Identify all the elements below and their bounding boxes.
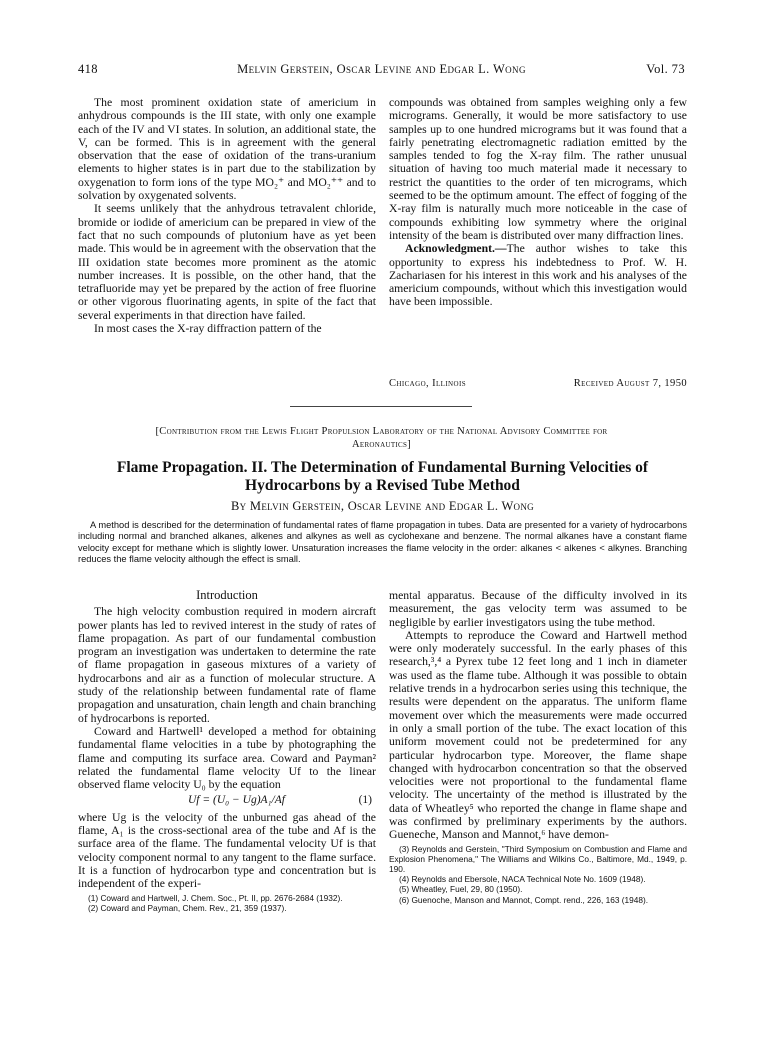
prev-article-column-right xyxy=(389,96,687,309)
abstract xyxy=(78,520,687,565)
paragraph: compounds was obtained from samples weighing only a few micrograms. Generally, it would be more satisfactory to use samples up to one hundred micrograms but it was found that a fairly penetrating electromagnetic radiation emitted by the samples tended to fog the X-ray film. The rather unusual situation of having too much material made it necessary to restrict the quantities to the order of ten micrograms, which seemed to be the optimum amount. The effect of fogging of the X-ray film is naturally much more noticeable in the case of compounds exhibiting low symmetry where the original intensity of the beam is distributed over many diffraction lines. xyxy=(389,96,687,242)
paragraph: In most cases the X-ray diffraction pattern of the xyxy=(94,322,322,336)
prev-article-column-left xyxy=(78,96,376,335)
running-head-authors: Melvin Gerstein, Oscar Levine and Edgar L. Wong xyxy=(237,62,526,76)
section-heading: Introduction xyxy=(196,588,258,602)
page-number: 418 xyxy=(78,62,98,76)
abstract-text: A method is described for the determination of fundamental rates of flame propagation in tubes. Data are presented for a variety of hydrocarbons including normal and branched alkanes, alkenes and alkynes as well as cyclohexane and benzene. The normal alkanes have a constant flame velocity except for methane which is slightly lower. Unsaturation increases the flame velocity in the order: alkanes < alkenes < alkynes. Branching reduces the flame velocity although the effect is small. xyxy=(78,520,687,564)
title-line: Hydrocarbons by a Revised Tube Method xyxy=(245,477,520,494)
footnote: (4) Reynolds and Ebersole, NACA Technical Note No. 1609 (1948). xyxy=(399,874,646,885)
byline: By Melvin Gerstein, Oscar Levine and Edgar L. Wong xyxy=(231,499,534,513)
paragraph: mental apparatus. Because of the difficulty involved in its measurement, the gas velocity term was assumed to be negligible by earlier investigators using the tube method. xyxy=(389,589,687,629)
location: Chicago, Illinois xyxy=(389,378,466,389)
footnote: (5) Wheatley, Fuel, 29, 80 (1950). xyxy=(399,884,523,895)
footnote: (6) Guenoche, Manson and Mannot, Compt. rend., 226, 163 (1948). xyxy=(399,894,649,905)
equation-number: (1) xyxy=(358,794,372,807)
title-line: Flame Propagation. II. The Determination of Fundamental Burning Velocities of xyxy=(116,459,649,476)
paragraph: The most prominent oxidation state of americium in anhydrous compounds is the III state, with only one example each of the IV and VI states. In solution, an additional state, the V, can be formed. This is in agreement with the general observation that the ease of oxidation of the trans-uranium elements to higher states is in part due to the stabilization by oxygenation to form ions of the type MO₂⁺ and MO₂⁺⁺ and to solvation by oxygenated solvents. xyxy=(78,96,376,203)
contribution-line: Aeronautics] xyxy=(351,439,411,450)
article-column-left xyxy=(78,589,376,913)
article-title xyxy=(78,459,687,495)
footnote: (1) Coward and Hartwell, J. Chem. Soc., Pt. II, pp. 2676-2684 (1932). xyxy=(88,892,343,903)
paragraph: It seems unlikely that the anhydrous tetravalent chloride, bromide or iodide of americium can be prepared in view of the fact that no such compounds of plutonium have as yet been made. This would be in agreement with the observation that the III oxidation state becomes more prominent as the atomic number increases. It is possible, on the other hand, that the tetrafluoride may yet be prepared by the action of free fluorine or other vigorous fluorinating agents, in spite of the fact that several experiments in that direction have failed. xyxy=(78,202,376,322)
acknowledgment-label: Acknowledgment.— xyxy=(405,242,507,256)
equation-body: Uf = (U₀ − Ug)A₁/Af xyxy=(188,794,285,807)
acknowledgment xyxy=(389,242,687,308)
paragraph: where Ug is the velocity of the unburned gas ahead of the flame, A₁ is the cross-sectional area of the tube and Af is the surface area of the flame. The fundamental velocity Uf is that velocity component normal to any tangent to the flame surface. It is a function of hydrocarbon type and concentration but is independent of the experi- xyxy=(78,810,376,891)
section-divider xyxy=(290,406,472,407)
paragraph: Coward and Hartwell¹ developed a method for obtaining fundamental flame velocities in a tube by photographing the flame and computing its surface area. Coward and Payman² related the fundamental flame velocity Uf to the linear observed flame velocity U₀ by the equation xyxy=(78,724,376,792)
acknowledgment-text: The author wishes to take this opportunity to express his indebtedness to Prof. W. H. Zachariasen for his interest in this work and his analyses of the americium compounds, without which this investigation would have been impossible. xyxy=(389,242,687,309)
volume-label: Vol. 73 xyxy=(646,62,685,76)
received-date: Received August 7, 1950 xyxy=(573,378,687,389)
equation xyxy=(78,791,376,810)
paragraph: The high velocity combustion required in modern aircraft power plants has led to revived interest in the study of rates of flame propagation. As part of our fundamental combustion program an investigation was undertaken to determine the rate of flame propagation in gaseous mixtures of a variety of hydrocarbons and air as a function of molecular structure. A study of the relationship between fundamental rate of flame propagation and unsaturation, chain length and chain branching of hydrocarbons is reported. xyxy=(78,605,376,725)
footnotes xyxy=(389,844,687,905)
footnote: (3) Reynolds and Gerstein, "Third Symposium on Combustion and Flame and Explosion Phenomena," The Williams and Wilkins Co., Baltimore, Md., 1949, p. 190. xyxy=(389,843,687,875)
article-column-right xyxy=(389,589,687,905)
received-line xyxy=(389,378,687,392)
footnotes xyxy=(78,893,376,913)
footnote: (2) Coward and Payman, Chem. Rev., 21, 359 (1937). xyxy=(88,902,287,913)
running-head xyxy=(78,62,685,78)
paragraph: Attempts to reproduce the Coward and Hartwell method were only moderately successful. In the early phases of this research,³,⁴ a Pyrex tube 12 feet long and 1 inch in diameter was used as the flame tube. Although it was possible to obtain relative trends in a hydrocarbon series using this technique, the results were dependent on the apparatus. The uniform flame movement over which the measurements were made occurred in only a small portion of the tube. The exact location of this uniform movement could not be predetermined for any particular hydrocarbon type. Moreover, the flame shape changed with hydrocarbon concentration so that the observed velocities were not proportional to the fundamental flame velocity. The uncertainty of the method is illustrated by the data of Wheatley⁵ who reported the change in flame shape and was confirmed by preliminary experiments by the authors. Gueneche, Manson and Mannot,⁶ have demon- xyxy=(389,628,687,842)
contribution-note xyxy=(90,425,673,451)
contribution-line: [Contribution from the Lewis Flight Propulsion Laboratory of the National Advisory Committee for xyxy=(155,426,608,437)
